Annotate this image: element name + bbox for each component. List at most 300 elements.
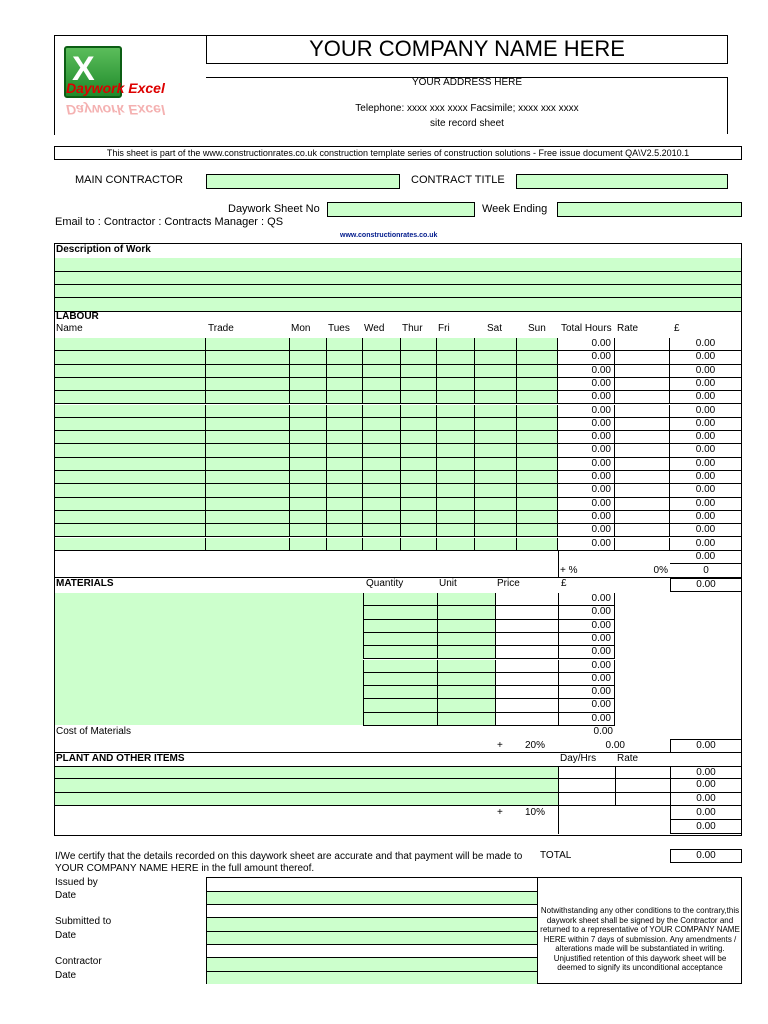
- issued-by-label: Issued by: [55, 877, 98, 888]
- total-label: TOTAL: [540, 850, 572, 861]
- plant-amount: 0.00: [670, 779, 741, 792]
- labour-total-hours: 0.00: [558, 444, 615, 457]
- materials-entry-cell[interactable]: [437, 699, 495, 712]
- labour-entry-cell[interactable]: [475, 498, 517, 511]
- materials-header-price: Price: [497, 578, 520, 589]
- labour-entry-cell[interactable]: [290, 538, 327, 551]
- cost-of-materials-value: 0.00: [593, 726, 613, 737]
- labour-amount: 0.00: [670, 351, 741, 364]
- labour-entry-cell[interactable]: [475, 458, 517, 471]
- labour-entry-cell[interactable]: [401, 351, 437, 364]
- labour-entry-cell[interactable]: [55, 378, 206, 391]
- labour-rate-cell[interactable]: [615, 444, 670, 457]
- labour-entry-cell[interactable]: [437, 405, 475, 418]
- labour-entry-cell[interactable]: [437, 391, 475, 404]
- daywork-no-label: Daywork Sheet No: [228, 203, 320, 215]
- logo: [58, 42, 204, 132]
- labour-entry-cell[interactable]: [517, 391, 558, 404]
- labour-entry-cell[interactable]: [517, 405, 558, 418]
- labour-entry-cell[interactable]: [363, 378, 401, 391]
- labour-rate-cell[interactable]: [615, 431, 670, 444]
- labour-entry-cell[interactable]: [517, 484, 558, 497]
- labour-entry-cell[interactable]: [206, 524, 290, 537]
- labour-entry-cell[interactable]: [55, 524, 206, 537]
- labour-rate-cell[interactable]: [615, 351, 670, 364]
- labour-rate-cell[interactable]: [615, 418, 670, 431]
- labour-entry-cell[interactable]: [206, 498, 290, 511]
- labour-entry-cell[interactable]: [206, 458, 290, 471]
- labour-amount: 0.00: [670, 444, 741, 457]
- labour-entry-cell[interactable]: [206, 484, 290, 497]
- plant-entry-cell[interactable]: [55, 779, 558, 792]
- labour-total-hours: 0.00: [558, 418, 615, 431]
- labour-entry-cell[interactable]: [437, 418, 475, 431]
- materials-amount: 0.00: [558, 699, 615, 712]
- labour-entry-cell[interactable]: [55, 418, 206, 431]
- labour-entry-cell[interactable]: [517, 365, 558, 378]
- labour-entry-cell[interactable]: [401, 524, 437, 537]
- labour-entry-cell[interactable]: [363, 538, 401, 551]
- labour-entry-cell[interactable]: [517, 511, 558, 524]
- materials-price-cell[interactable]: [495, 593, 558, 606]
- labour-entry-cell[interactable]: [475, 405, 517, 418]
- materials-entry-cell[interactable]: [437, 673, 495, 686]
- labour-entry-cell[interactable]: [475, 524, 517, 537]
- labour-entry-cell[interactable]: [517, 538, 558, 551]
- labour-rate-cell[interactable]: [615, 338, 670, 351]
- labour-entry-cell[interactable]: [290, 351, 327, 364]
- labour-entry-cell[interactable]: [475, 338, 517, 351]
- labour-entry-cell[interactable]: [206, 511, 290, 524]
- labour-entry-cell[interactable]: [290, 391, 327, 404]
- labour-entry-cell[interactable]: [327, 418, 363, 431]
- submitted-to-label: Submitted to: [55, 916, 112, 927]
- labour-entry-cell[interactable]: [206, 391, 290, 404]
- materials-title: MATERIALS: [56, 578, 114, 589]
- labour-entry-cell[interactable]: [363, 498, 401, 511]
- labour-entry-cell[interactable]: [517, 471, 558, 484]
- labour-entry-cell[interactable]: [206, 431, 290, 444]
- materials-percent-value: 0.00: [605, 740, 625, 751]
- labour-entry-cell[interactable]: [290, 405, 327, 418]
- labour-header-cell: Name: [56, 323, 83, 334]
- labour-entry-cell[interactable]: [290, 378, 327, 391]
- labour-entry-cell[interactable]: [290, 338, 327, 351]
- labour-rate-cell[interactable]: [615, 511, 670, 524]
- labour-entry-cell[interactable]: [55, 538, 206, 551]
- materials-entry-cell[interactable]: [363, 699, 437, 712]
- labour-entry-cell[interactable]: [363, 524, 401, 537]
- description-area[interactable]: [55, 258, 741, 311]
- labour-entry-cell[interactable]: [363, 458, 401, 471]
- materials-price-cell[interactable]: [495, 646, 558, 659]
- labour-entry-cell[interactable]: [327, 378, 363, 391]
- labour-entry-cell[interactable]: [55, 511, 206, 524]
- materials-entry-cell[interactable]: [363, 633, 437, 646]
- labour-entry-cell[interactable]: [206, 378, 290, 391]
- labour-entry-cell[interactable]: [327, 498, 363, 511]
- address: YOUR ADDRESS HERE: [411, 77, 523, 88]
- contractor-label: Contractor: [55, 956, 102, 967]
- labour-entry-cell[interactable]: [517, 338, 558, 351]
- labour-entry-cell[interactable]: [55, 484, 206, 497]
- labour-entry-cell[interactable]: [290, 471, 327, 484]
- materials-header-amount: £: [561, 578, 567, 589]
- materials-price-cell[interactable]: [495, 713, 558, 726]
- labour-entry-cell[interactable]: [55, 431, 206, 444]
- materials-amount: 0.00: [558, 713, 615, 726]
- labour-amount: 0.00: [670, 484, 741, 497]
- labour-entry-cell[interactable]: [363, 511, 401, 524]
- labour-entry-cell[interactable]: [437, 444, 475, 457]
- materials-amount: 0.00: [558, 620, 615, 633]
- plant-final: 0.00: [696, 821, 716, 832]
- labour-entry-cell[interactable]: [55, 498, 206, 511]
- labour-entry-cell[interactable]: [475, 444, 517, 457]
- labour-entry-cell[interactable]: [290, 444, 327, 457]
- labour-amount: 0.00: [670, 405, 741, 418]
- labour-total-hours: 0.00: [558, 351, 615, 364]
- materials-entry-cell[interactable]: [363, 686, 437, 699]
- materials-entry-cell[interactable]: [363, 673, 437, 686]
- labour-rate-cell[interactable]: [615, 471, 670, 484]
- labour-entry-cell[interactable]: [55, 351, 206, 364]
- labour-entry-cell[interactable]: [401, 458, 437, 471]
- labour-entry-cell[interactable]: [206, 405, 290, 418]
- labour-entry-cell[interactable]: [437, 484, 475, 497]
- materials-entry-cell[interactable]: [437, 593, 495, 606]
- contract-title-label: CONTRACT TITLE: [411, 174, 505, 186]
- plant-amount: 0.00: [670, 766, 741, 779]
- labour-entry-cell[interactable]: [517, 351, 558, 364]
- labour-entry-cell[interactable]: [55, 391, 206, 404]
- logo-text: Daywork Excel: [66, 80, 165, 96]
- materials-price-cell[interactable]: [495, 606, 558, 619]
- labour-entry-cell[interactable]: [206, 351, 290, 364]
- labour-entry-cell[interactable]: [475, 378, 517, 391]
- labour-amount: 0.00: [670, 498, 741, 511]
- labour-entry-cell[interactable]: [327, 365, 363, 378]
- contract-title-field[interactable]: [516, 174, 728, 189]
- labour-entry-cell[interactable]: [437, 338, 475, 351]
- labour-entry-cell[interactable]: [290, 458, 327, 471]
- labour-entry-cell[interactable]: [290, 418, 327, 431]
- materials-description-area[interactable]: [55, 593, 363, 725]
- labour-entry-cell[interactable]: [517, 524, 558, 537]
- materials-price-cell[interactable]: [495, 620, 558, 633]
- labour-entry-cell[interactable]: [55, 338, 206, 351]
- labour-amount: 0.00: [670, 418, 741, 431]
- labour-entry-cell[interactable]: [437, 365, 475, 378]
- labour-entry-cell[interactable]: [517, 498, 558, 511]
- issued-date-label: Date: [55, 890, 77, 901]
- week-ending-field[interactable]: [557, 202, 742, 217]
- materials-entry-cell[interactable]: [437, 686, 495, 699]
- labour-entry-cell[interactable]: [206, 538, 290, 551]
- plant-rate-cell[interactable]: [615, 793, 670, 806]
- labour-entry-cell[interactable]: [437, 498, 475, 511]
- labour-rate-cell[interactable]: [615, 365, 670, 378]
- signature-divider: [537, 877, 538, 984]
- week-ending-label: Week Ending: [482, 203, 548, 215]
- labour-entry-cell[interactable]: [363, 365, 401, 378]
- labour-entry-cell[interactable]: [517, 431, 558, 444]
- labour-entry-cell[interactable]: [475, 511, 517, 524]
- labour-rate-cell[interactable]: [615, 538, 670, 551]
- labour-entry-cell[interactable]: [206, 338, 290, 351]
- labour-entry-cell[interactable]: [363, 431, 401, 444]
- labour-entry-cell[interactable]: [327, 405, 363, 418]
- labour-amount: 0.00: [670, 458, 741, 471]
- labour-rate-cell[interactable]: [615, 391, 670, 404]
- materials-entry-cell[interactable]: [363, 646, 437, 659]
- labour-entry-cell[interactable]: [401, 391, 437, 404]
- contractor-date-label: Date: [55, 970, 77, 981]
- main-contractor-field[interactable]: [206, 174, 400, 189]
- labour-total-hours: 0.00: [558, 524, 615, 537]
- plant-rate-cell[interactable]: [558, 766, 615, 779]
- labour-entry-cell[interactable]: [327, 484, 363, 497]
- submitted-to-field[interactable]: [207, 917, 537, 945]
- materials-price-cell[interactable]: [495, 660, 558, 673]
- description-title: Description of Work: [56, 244, 151, 255]
- materials-final: 0.00: [696, 740, 716, 751]
- labour-entry-cell[interactable]: [290, 484, 327, 497]
- labour-entry-cell[interactable]: [327, 511, 363, 524]
- labour-rate-cell[interactable]: [615, 498, 670, 511]
- labour-entry-cell[interactable]: [437, 511, 475, 524]
- labour-subtotal: 0.00: [670, 551, 741, 564]
- site-record: site record sheet: [430, 118, 504, 129]
- labour-entry-cell[interactable]: [363, 471, 401, 484]
- labour-entry-cell[interactable]: [363, 338, 401, 351]
- telephone: Telephone: xxxx xxx xxxx Facsimile; xxxx xxx xxxx: [355, 103, 579, 114]
- labour-entry-cell[interactable]: [401, 378, 437, 391]
- labour-entry-cell[interactable]: [401, 338, 437, 351]
- materials-price-cell[interactable]: [495, 699, 558, 712]
- plant-percent-value: 0.00: [696, 807, 716, 818]
- labour-entry-cell[interactable]: [475, 351, 517, 364]
- labour-entry-cell[interactable]: [327, 444, 363, 457]
- labour-entry-cell[interactable]: [401, 444, 437, 457]
- labour-percent: 0%: [653, 565, 668, 576]
- labour-entry-cell[interactable]: [327, 338, 363, 351]
- labour-entry-cell[interactable]: [475, 471, 517, 484]
- materials-entry-cell[interactable]: [363, 713, 437, 726]
- labour-entry-cell[interactable]: [327, 538, 363, 551]
- plant-title: PLANT AND OTHER ITEMS: [56, 753, 185, 764]
- labour-rate-cell[interactable]: [615, 484, 670, 497]
- labour-entry-cell[interactable]: [437, 538, 475, 551]
- labour-entry-cell[interactable]: [327, 431, 363, 444]
- submitted-date-label: Date: [55, 930, 77, 941]
- labour-amount: 0.00: [670, 471, 741, 484]
- labour-entry-cell[interactable]: [401, 405, 437, 418]
- materials-price-cell[interactable]: [495, 633, 558, 646]
- labour-total-column-line: [558, 551, 559, 577]
- labour-entry-cell[interactable]: [475, 365, 517, 378]
- materials-amount: 0.00: [558, 593, 615, 606]
- labour-header-cell: Sun: [528, 323, 546, 334]
- labour-amount: 0.00: [670, 511, 741, 524]
- materials-entry-cell[interactable]: [437, 620, 495, 633]
- labour-total-hours: 0.00: [558, 338, 615, 351]
- labour-entry-cell[interactable]: [327, 458, 363, 471]
- labour-amount: 0.00: [670, 538, 741, 551]
- materials-entry-cell[interactable]: [363, 620, 437, 633]
- labour-entry-cell[interactable]: [401, 418, 437, 431]
- materials-entry-cell[interactable]: [437, 713, 495, 726]
- plant-header-rate: Rate: [617, 753, 639, 764]
- labour-entry-cell[interactable]: [475, 431, 517, 444]
- labour-rate-cell[interactable]: [615, 524, 670, 537]
- materials-entry-cell[interactable]: [437, 606, 495, 619]
- labour-entry-cell[interactable]: [290, 524, 327, 537]
- labour-entry-cell[interactable]: [327, 351, 363, 364]
- labour-entry-cell[interactable]: [437, 458, 475, 471]
- labour-entry-cell[interactable]: [290, 431, 327, 444]
- company-name: YOUR COMPANY NAME HERE: [309, 36, 625, 61]
- plant-percent: 10%: [525, 807, 546, 818]
- description-divider: [55, 311, 741, 312]
- materials-header-quantity: Quantity: [366, 578, 404, 589]
- labour-entry-cell[interactable]: [55, 444, 206, 457]
- plant-rate-cell[interactable]: [615, 766, 670, 779]
- labour-entry-cell[interactable]: [437, 524, 475, 537]
- labour-entry-cell[interactable]: [401, 498, 437, 511]
- labour-amount: 0.00: [670, 365, 741, 378]
- labour-entry-cell[interactable]: [327, 391, 363, 404]
- labour-header-cell: Fri: [438, 323, 450, 334]
- labour-title: LABOUR: [56, 311, 99, 322]
- labour-entry-cell[interactable]: [401, 471, 437, 484]
- plant-entry-cell[interactable]: [55, 793, 558, 806]
- materials-total: 0.00: [696, 579, 716, 590]
- labour-entry-cell[interactable]: [290, 498, 327, 511]
- labour-amount: 0.00: [670, 431, 741, 444]
- labour-total-hours: 0.00: [558, 498, 615, 511]
- materials-entry-cell[interactable]: [363, 660, 437, 673]
- materials-entry-cell[interactable]: [437, 633, 495, 646]
- labour-header-cell: Tues: [328, 323, 350, 334]
- labour-entry-cell[interactable]: [437, 471, 475, 484]
- labour-header-cell: Thur: [402, 323, 423, 334]
- materials-amount: 0.00: [558, 606, 615, 619]
- materials-entry-cell[interactable]: [363, 606, 437, 619]
- labour-entry-cell[interactable]: [517, 458, 558, 471]
- materials-price-cell[interactable]: [495, 673, 558, 686]
- daywork-no-field[interactable]: [327, 202, 475, 217]
- labour-entry-cell[interactable]: [475, 484, 517, 497]
- plant-rate-cell[interactable]: [558, 779, 615, 792]
- plant-header-dayhrs: Day/Hrs: [560, 753, 597, 764]
- labour-entry-cell[interactable]: [517, 418, 558, 431]
- labour-total-hours: 0.00: [558, 511, 615, 524]
- materials-plus: +: [497, 740, 503, 751]
- labour-entry-cell[interactable]: [327, 471, 363, 484]
- labour-amount: 0.00: [670, 524, 741, 537]
- labour-entry-cell[interactable]: [401, 538, 437, 551]
- labour-entry-cell[interactable]: [437, 378, 475, 391]
- labour-total-hours: 0.00: [558, 365, 615, 378]
- labour-entry-cell[interactable]: [363, 391, 401, 404]
- labour-entry-cell[interactable]: [290, 365, 327, 378]
- labour-entry-cell[interactable]: [206, 471, 290, 484]
- labour-header-cell: £: [674, 323, 680, 334]
- labour-percent-value: 0: [703, 565, 709, 576]
- issued-by-field[interactable]: [207, 891, 537, 905]
- labour-entry-cell[interactable]: [401, 511, 437, 524]
- contractor-field[interactable]: [207, 957, 537, 984]
- labour-entry-cell[interactable]: [55, 471, 206, 484]
- materials-entry-cell[interactable]: [437, 646, 495, 659]
- labour-entry-cell[interactable]: [363, 405, 401, 418]
- labour-entry-cell[interactable]: [206, 365, 290, 378]
- labour-total-hours: 0.00: [558, 458, 615, 471]
- main-contractor-label: MAIN CONTRACTOR: [75, 174, 183, 186]
- labour-amount: 0.00: [670, 338, 741, 351]
- materials-amount: 0.00: [558, 633, 615, 646]
- logo-reflection: Daywork Excel: [66, 102, 165, 118]
- labour-entry-cell[interactable]: [55, 405, 206, 418]
- labour-entry-cell[interactable]: [206, 418, 290, 431]
- labour-amount: 0.00: [670, 378, 741, 391]
- labour-entry-cell[interactable]: [475, 418, 517, 431]
- total-value: 0.00: [696, 850, 716, 861]
- labour-entry-cell[interactable]: [475, 391, 517, 404]
- labour-rate-cell[interactable]: [615, 405, 670, 418]
- labour-entry-cell[interactable]: [401, 431, 437, 444]
- plant-rate-cell[interactable]: [615, 779, 670, 792]
- labour-rate-cell[interactable]: [615, 458, 670, 471]
- labour-entry-cell[interactable]: [401, 365, 437, 378]
- materials-entry-cell[interactable]: [437, 660, 495, 673]
- labour-entry-cell[interactable]: [363, 444, 401, 457]
- labour-entry-cell[interactable]: [363, 484, 401, 497]
- labour-header-cell: Mon: [291, 323, 311, 334]
- labour-entry-cell[interactable]: [290, 511, 327, 524]
- labour-entry-cell[interactable]: [517, 378, 558, 391]
- labour-total-hours: 0.00: [558, 391, 615, 404]
- cost-of-materials-label: Cost of Materials: [56, 726, 132, 737]
- plant-amount: 0.00: [670, 793, 741, 806]
- materials-entry-cell[interactable]: [363, 593, 437, 606]
- labour-total-hours: 0.00: [558, 471, 615, 484]
- labour-entry-cell[interactable]: [363, 418, 401, 431]
- labour-entry-cell[interactable]: [55, 365, 206, 378]
- labour-entry-cell[interactable]: [55, 458, 206, 471]
- labour-entry-cell[interactable]: [437, 431, 475, 444]
- labour-entry-cell[interactable]: [517, 444, 558, 457]
- labour-entry-cell[interactable]: [327, 524, 363, 537]
- plant-entry-cell[interactable]: [55, 766, 558, 779]
- materials-price-cell[interactable]: [495, 686, 558, 699]
- plant-rate-cell[interactable]: [558, 793, 615, 806]
- labour-entry-cell[interactable]: [363, 351, 401, 364]
- materials-amount: 0.00: [558, 686, 615, 699]
- labour-total-hours: 0.00: [558, 484, 615, 497]
- labour-entry-cell[interactable]: [437, 351, 475, 364]
- labour-entry-cell[interactable]: [475, 538, 517, 551]
- labour-plus-label: + %: [560, 565, 578, 576]
- labour-header-cell: Total Hours: [561, 323, 612, 334]
- website-link[interactable]: www.constructionrates.co.uk: [340, 232, 438, 239]
- materials-amount: 0.00: [558, 646, 615, 659]
- labour-entry-cell[interactable]: [206, 444, 290, 457]
- labour-header-cell: Wed: [364, 323, 385, 334]
- labour-rate-cell[interactable]: [615, 378, 670, 391]
- labour-entry-cell[interactable]: [401, 484, 437, 497]
